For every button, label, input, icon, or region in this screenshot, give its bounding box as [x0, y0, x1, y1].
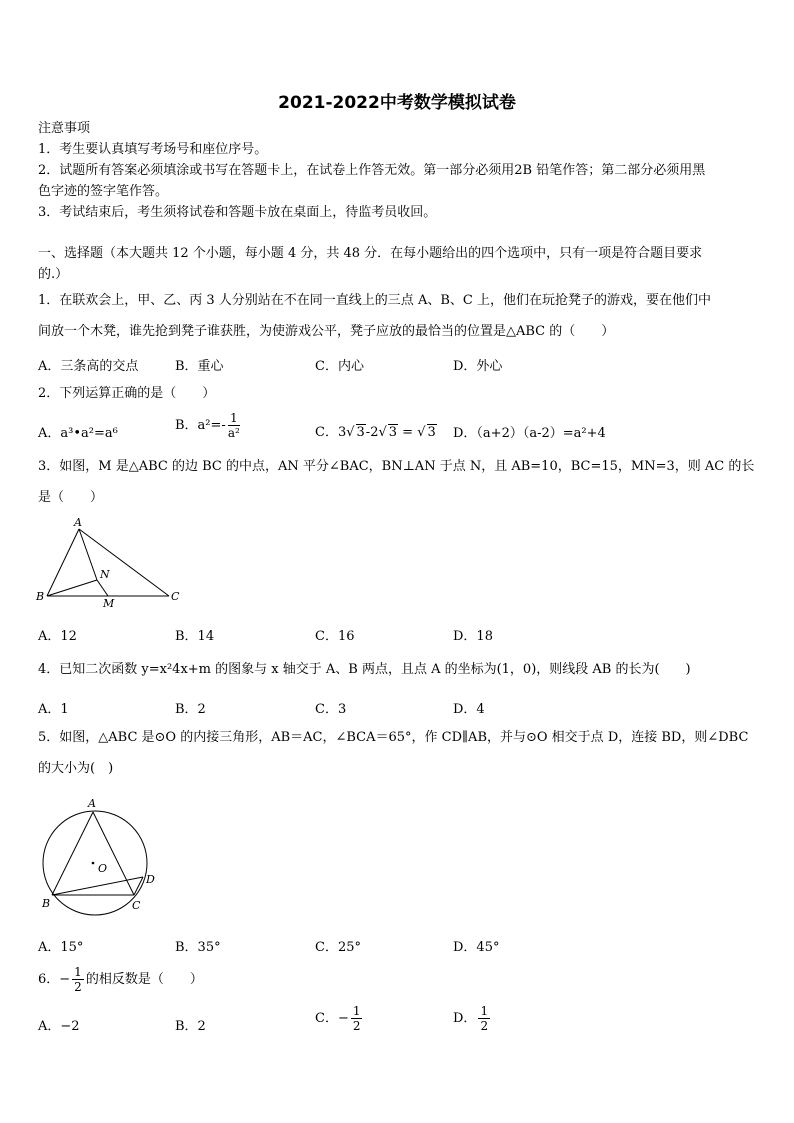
notice-item: 1．考生要认真填写考场号和座位序号。: [38, 142, 268, 157]
q3-triangle-figure: [30, 512, 190, 612]
label-n: N: [100, 568, 110, 581]
segment-bn: [47, 580, 97, 596]
radicand: 3: [427, 425, 436, 440]
q5-stem: 5．如图，△ABC 是⊙O 的内接三角形，AB＝AC，∠BCA＝65°，作 CD∥AB，并与⊙O 相交于点 D，连接 BD，则∠DBC: [38, 730, 749, 745]
q5-option-d: D．45°: [453, 940, 500, 955]
q6-option-c: [315, 1004, 364, 1033]
q3-stem: 是（ ）: [38, 490, 104, 505]
q1-option-b: B．重心: [175, 359, 224, 374]
fraction: [478, 1004, 490, 1033]
segment-ab: [52, 812, 93, 895]
notice-heading: 注意事项: [38, 121, 91, 136]
q4-option-b: B．2: [175, 702, 206, 717]
label-a: A: [88, 797, 96, 810]
fraction: [72, 965, 84, 994]
q1-stem: 1．在联欢会上，甲、乙、丙 3 人分别站在不在同一直线上的三点 A、B、C 上，他们在玩抢凳子的游戏，要在他们中: [38, 293, 711, 308]
denominator: a²: [227, 426, 240, 440]
numerator: 1: [352, 1004, 361, 1018]
page-title: 2021-2022中考数学模拟试卷: [278, 93, 516, 113]
q4-option-d: D．4: [453, 702, 485, 717]
label-b: B: [36, 590, 45, 603]
q2-option-c: [315, 421, 437, 440]
q6-option-d-text: D．: [453, 1011, 477, 1026]
q6-stem-text: 6．−: [38, 972, 71, 987]
q2-option-d: D．（a+2）（a-2）=a²+4: [453, 426, 606, 441]
q2-option-a: A．a³•a²=a⁶: [38, 426, 118, 441]
q6-option-a: A．−2: [38, 1019, 80, 1034]
denominator: 2: [480, 1019, 489, 1033]
q3-stem: 3．如图，M 是△ABC 的边 BC 的中点，AN 平分∠BAC，BN⊥AN 于点 N，且 AB=10，BC=15，MN=3，则 AC 的长: [38, 459, 755, 474]
section-header-line: 一、选择题（本大题共 12 个小题，每小题 4 分，共 48 分．在每小题给出的四个选项中，只有一项是符合题目要求: [38, 246, 703, 261]
label-m: M: [103, 597, 115, 610]
center-point: [92, 862, 95, 865]
q6-option-c-text: C．−: [315, 1011, 349, 1026]
q2-option-c-text: -2: [365, 425, 379, 440]
q6-stem-text: 的相反数是（ ）: [85, 972, 203, 987]
denominator: 2: [352, 1019, 361, 1033]
q5-option-b: B．35°: [175, 940, 221, 955]
q3-option-d: D．18: [453, 629, 493, 644]
q2-option-c-text: =: [398, 425, 418, 440]
notice-item: 3．考试结束后，考生须将试卷和答题卡放在桌面上，待监考员收回。: [38, 205, 437, 220]
radicand: 3: [388, 425, 398, 440]
segment-nm: [97, 580, 108, 596]
q3-option-b: B．14: [175, 629, 215, 644]
numerator: 1: [480, 1004, 489, 1018]
q6-stem: [38, 965, 203, 994]
q6-option-b: B．2: [175, 1019, 206, 1034]
denominator: 2: [74, 980, 82, 994]
q5-option-a: A．15°: [38, 940, 84, 955]
q2-option-c-text: C．3: [315, 425, 347, 440]
numerator: 1: [74, 965, 82, 979]
segment-an: [79, 529, 97, 580]
segment-ac: [79, 529, 169, 596]
segment-ab: [47, 529, 79, 596]
q2-option-b-text: B．a²=-: [175, 418, 226, 433]
sqrt-icon: √: [378, 425, 387, 440]
section-header-line: 的.）: [38, 267, 69, 282]
q5-option-c: C．25°: [315, 940, 361, 955]
label-c: C: [171, 590, 180, 603]
q5-circle-figure: [30, 795, 170, 920]
label-d: D: [146, 873, 155, 886]
q3-option-c: C．16: [315, 629, 355, 644]
label-c: C: [132, 899, 141, 912]
q4-option-c: C．3: [315, 702, 347, 717]
q4-option-a: A．1: [38, 702, 69, 717]
fraction: [228, 411, 240, 440]
label-b: B: [42, 897, 51, 910]
label-o: O: [98, 862, 108, 875]
q5-stem: 的大小为( ): [38, 761, 114, 776]
numerator: 1: [228, 411, 240, 426]
q3-option-a: A．12: [38, 629, 77, 644]
label-a: A: [74, 516, 82, 529]
q1-stem: 间放一个木凳，谁先抢到凳子谁获胜，为使游戏公平，凳子应放的最恰当的位置是△ABC 的（ ）: [38, 324, 615, 339]
sqrt-icon: √: [346, 425, 355, 440]
q1-option-a: A．三条高的交点: [38, 359, 139, 374]
q1-option-c: C．内心: [315, 359, 364, 374]
notice-item: 2．试题所有答案必须填涂或书写在答题卡上，在试卷上作答无效。第一部分必须用2B 铅笔作答；第二部分必须用黑: [38, 163, 706, 178]
q1-option-d: D．外心: [453, 359, 503, 374]
q2-option-b: [175, 411, 242, 440]
q6-option-d: [453, 1004, 492, 1033]
q2-stem: 2．下列运算正确的是（ ）: [38, 386, 216, 401]
radicand: 3: [356, 425, 365, 440]
sqrt-icon: √: [417, 425, 426, 440]
notice-item: 色字迹的签字笔作答。: [38, 184, 169, 199]
fraction: [351, 1004, 363, 1033]
q4-stem: 4．已知二次函数 y=x²4x+m 的图象与 x 轴交于 A、B 两点，且点 A 的坐标为(1，0)，则线段 AB 的长为( ): [38, 662, 691, 677]
